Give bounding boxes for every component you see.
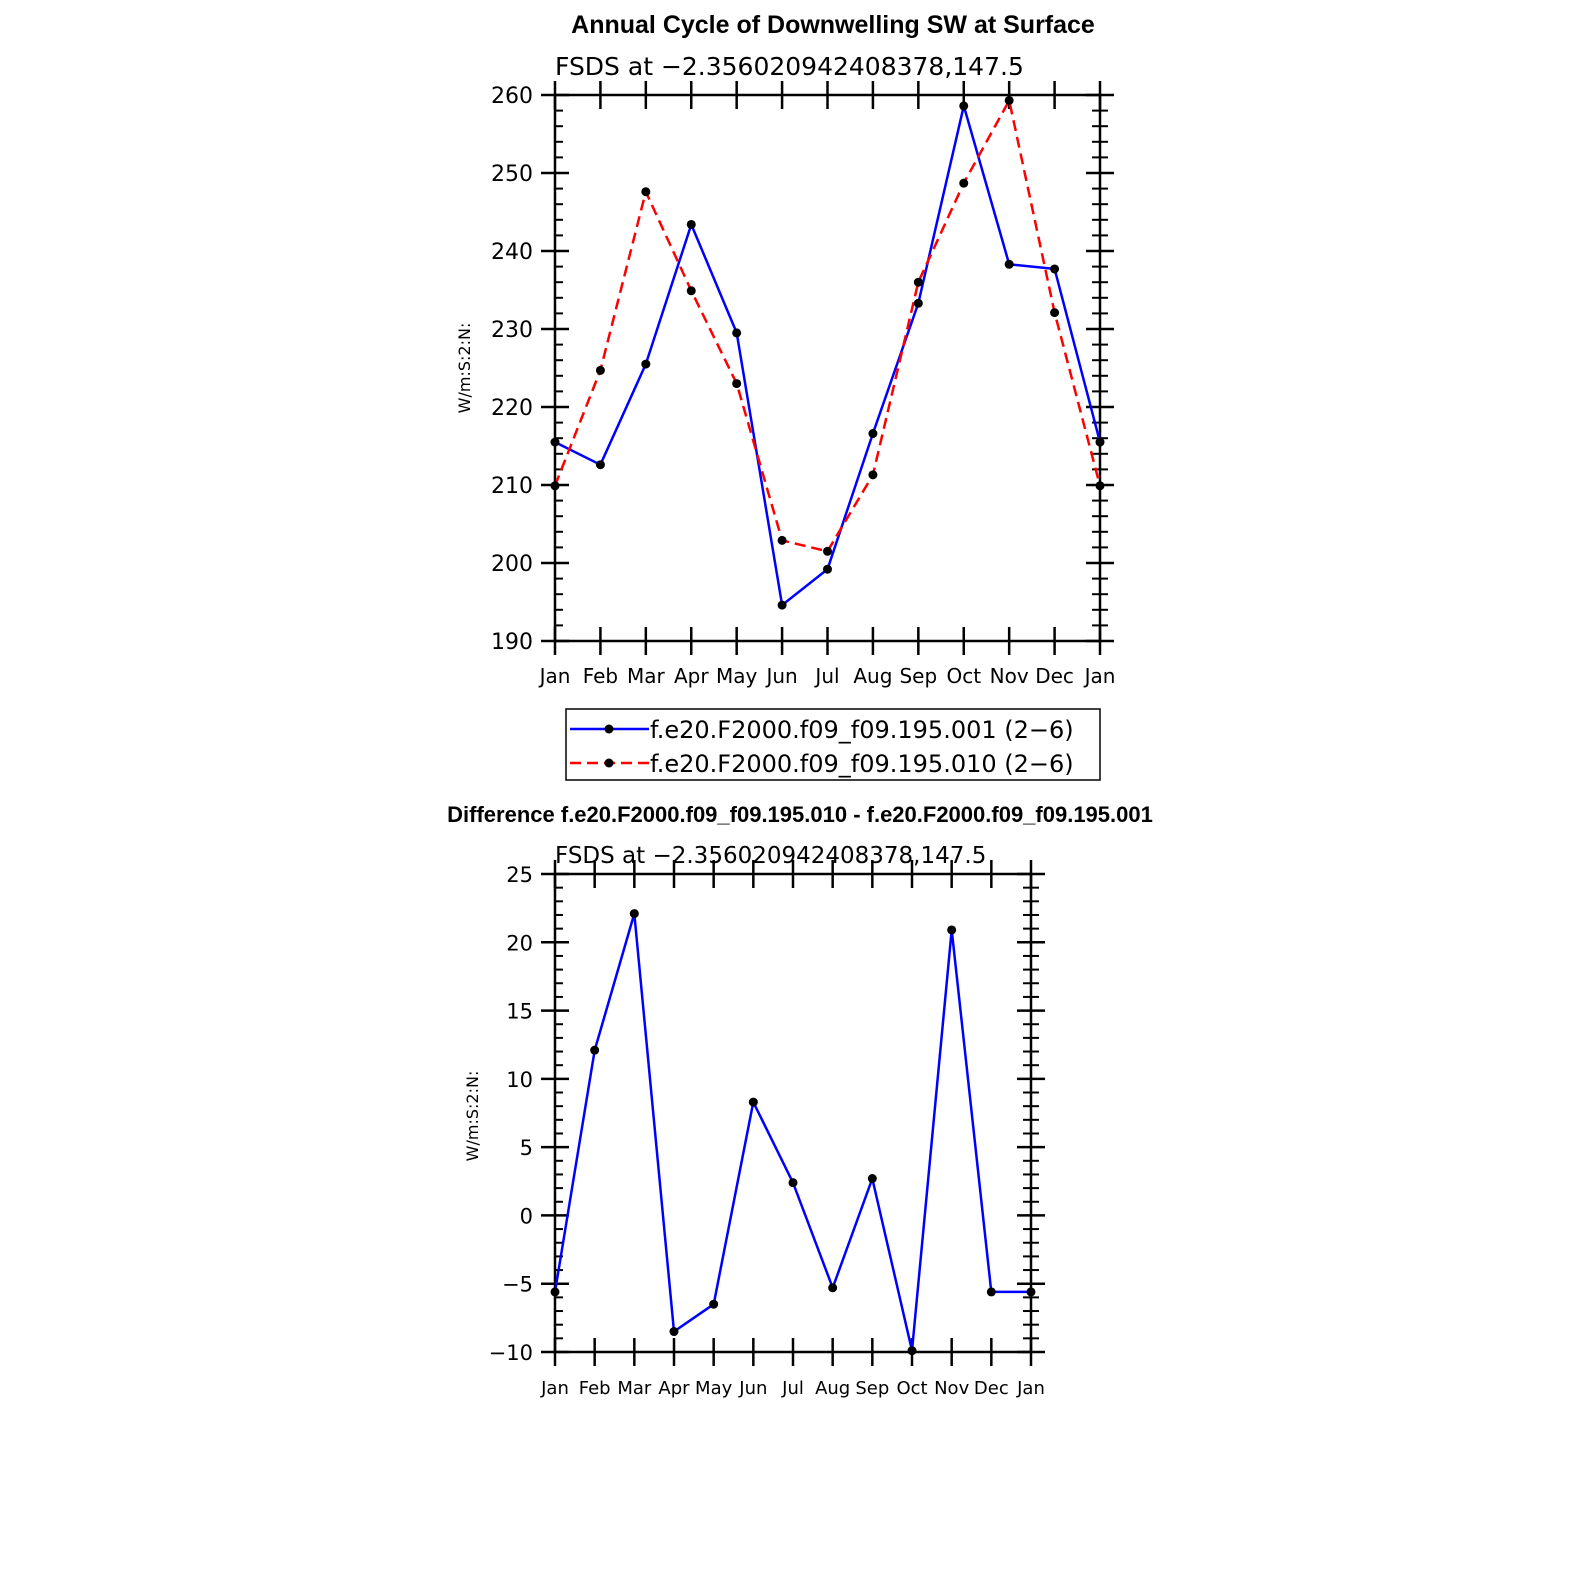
data-point-series2: [732, 379, 741, 388]
data-point-series2: [959, 179, 968, 188]
plot-frame: [555, 874, 1031, 1352]
x-tick-label: Nov: [934, 1378, 970, 1399]
data-point-series1: [778, 601, 787, 610]
data-point-series1: [868, 429, 877, 438]
x-tick-label: Jun: [766, 664, 798, 688]
data-point-series1: [1096, 438, 1105, 447]
x-tick-label: Aug: [853, 664, 893, 688]
x-tick-label: Jan: [539, 664, 571, 688]
data-point-series2: [1096, 481, 1105, 490]
y-tick-label: −5: [502, 1272, 533, 1297]
legend-label-series2: f.e20.F2000.f09_f09.195.010 (2−6): [650, 750, 1074, 778]
x-tick-label: Apr: [658, 1378, 690, 1399]
y-tick-label: 25: [506, 863, 533, 887]
data-point-series1: [630, 909, 639, 918]
data-point-series1: [1027, 1287, 1036, 1296]
data-point-series1: [789, 1178, 798, 1187]
data-point-series1: [551, 1287, 560, 1296]
x-tick-label: Apr: [673, 664, 709, 688]
x-tick-label: Jan: [541, 1378, 569, 1399]
x-tick-label: Jun: [739, 1378, 768, 1399]
y-tick-label: 260: [491, 84, 533, 109]
data-point-series2: [551, 481, 560, 490]
data-point-series1: [959, 101, 968, 110]
data-point-series2: [687, 286, 696, 295]
annual-cycle-chart: [455, 11, 1115, 780]
data-point-series1: [823, 565, 832, 574]
x-tick-label: Aug: [815, 1378, 851, 1399]
plot-area: [491, 81, 1115, 688]
series-line-1: [555, 914, 1031, 1351]
data-point-series1: [914, 299, 923, 308]
data-point-series1: [687, 220, 696, 229]
data-point-series1: [1005, 260, 1014, 269]
y-tick-label: 220: [491, 396, 533, 421]
x-tick-label: Feb: [582, 664, 619, 688]
chart-title: Annual Cycle of Downwelling SW at Surface: [571, 11, 1095, 39]
legend-marker-series1: [605, 725, 614, 734]
data-point-series2: [1005, 96, 1014, 105]
chart-title: Difference f.e20.F2000.f09_f09.195.010 - f.e20.F2000.f09_f09.195.001: [447, 802, 1153, 827]
y-tick-label: 250: [491, 162, 533, 187]
y-tick-label: 190: [491, 630, 533, 655]
data-point-series1: [670, 1327, 679, 1336]
legend: [566, 709, 1100, 780]
x-tick-label: Oct: [946, 664, 982, 688]
chart-subtitle: FSDS at −2.356020942408378,147.5: [555, 52, 1024, 81]
y-axis-label: W/m:S:2:N:: [463, 1070, 482, 1162]
y-tick-label: 240: [491, 240, 533, 265]
x-tick-label: Jan: [1084, 664, 1116, 688]
series-line-1: [555, 106, 1100, 605]
y-tick-label: 230: [491, 318, 533, 343]
x-tick-label: Mar: [617, 1378, 652, 1399]
plot-frame: [555, 95, 1100, 641]
data-point-series1: [987, 1287, 996, 1296]
data-point-series1: [1050, 264, 1059, 273]
data-point-series2: [596, 366, 605, 375]
x-tick-label: Jul: [782, 1378, 804, 1399]
series-line-2: [555, 101, 1100, 552]
y-tick-label: 210: [491, 474, 533, 499]
data-point-series2: [641, 187, 650, 196]
y-axis-label: W/m:S:2:N:: [455, 322, 474, 414]
legend-marker-series2: [605, 759, 614, 768]
x-tick-label: Jul: [815, 664, 840, 688]
data-point-series1: [828, 1283, 837, 1292]
data-point-series2: [1050, 308, 1059, 317]
chart-subtitle: FSDS at −2.356020942408378,147.5: [555, 843, 987, 869]
y-tick-label: 10: [506, 1067, 533, 1092]
y-tick-label: 20: [506, 931, 533, 956]
y-tick-label: 0: [519, 1204, 533, 1229]
plot-area: [489, 860, 1045, 1399]
data-point-series1: [732, 328, 741, 337]
data-point-series1: [868, 1174, 877, 1183]
difference-chart: [447, 802, 1153, 1399]
x-tick-label: Feb: [578, 1378, 611, 1399]
data-point-series1: [641, 360, 650, 369]
y-tick-label: −10: [488, 1341, 533, 1365]
data-point-series2: [778, 536, 787, 545]
x-tick-label: May: [695, 1378, 733, 1399]
y-tick-label: 15: [506, 999, 533, 1024]
x-tick-label: Jan: [1017, 1378, 1045, 1399]
x-tick-label: Oct: [896, 1378, 928, 1399]
data-point-series2: [868, 470, 877, 479]
data-point-series1: [908, 1346, 917, 1355]
data-point-series1: [709, 1300, 718, 1309]
x-tick-label: May: [715, 664, 758, 688]
data-point-series2: [823, 547, 832, 556]
x-tick-label: Mar: [626, 664, 665, 688]
data-point-series1: [749, 1098, 758, 1107]
x-tick-label: Dec: [973, 1378, 1009, 1399]
y-tick-label: 200: [491, 552, 533, 577]
x-tick-label: Nov: [989, 664, 1029, 688]
data-point-series1: [947, 925, 956, 934]
data-point-series2: [914, 278, 923, 287]
data-point-series1: [596, 460, 605, 469]
x-tick-label: Sep: [899, 664, 938, 688]
data-point-series1: [590, 1046, 599, 1055]
data-point-series1: [551, 438, 560, 447]
x-tick-label: Sep: [855, 1378, 890, 1399]
legend-label-series1: f.e20.F2000.f09_f09.195.001 (2−6): [650, 716, 1074, 744]
x-tick-label: Dec: [1035, 664, 1074, 688]
y-tick-label: 5: [519, 1136, 533, 1161]
